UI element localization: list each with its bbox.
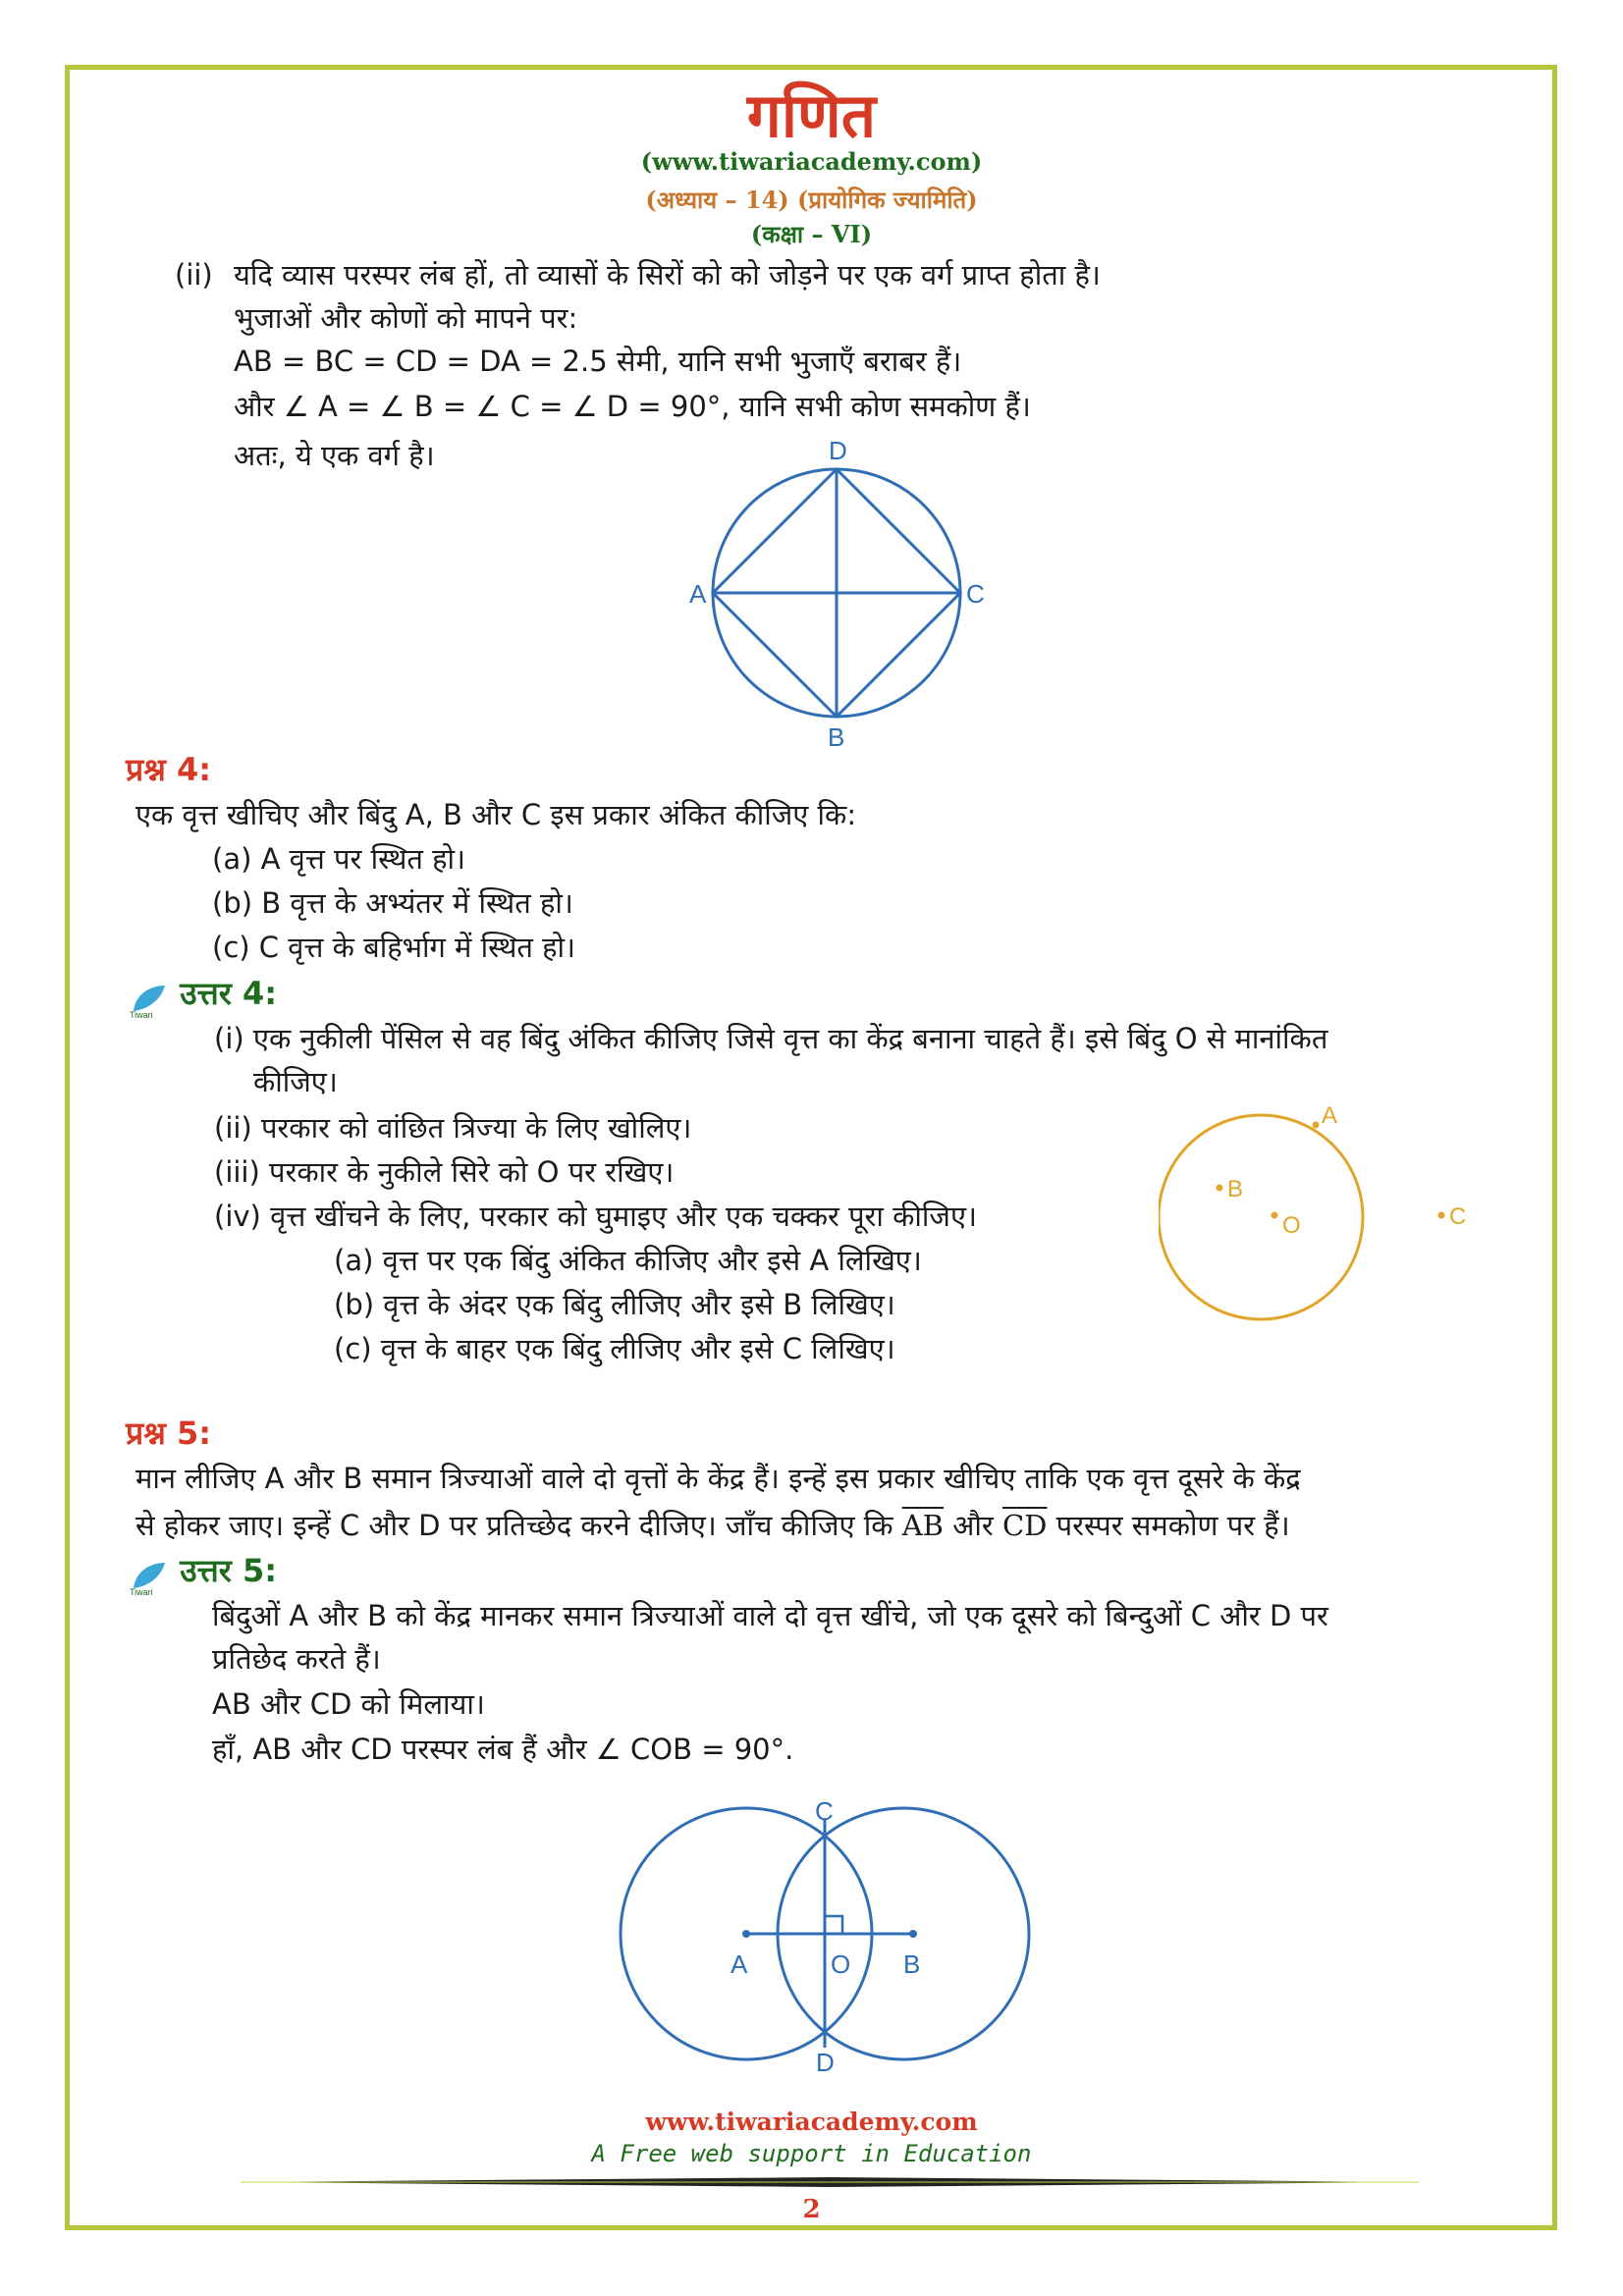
- answer-5-line2: प्रतिछेद करते हैं।: [212, 1642, 381, 1676]
- svg-text:Tiwari: Tiwari: [130, 1009, 153, 1019]
- answer-5-line4: हाँ, AB और CD परस्पर लंब हैं और ∠ COB = 90°.: [212, 1733, 794, 1766]
- answer-4-step-i-cont: कीजिए।: [253, 1065, 338, 1098]
- point-c: [1438, 1212, 1445, 1219]
- answer-5-line1: बिंदुओं A और B को केंद्र मानकर समान त्रिज्याओं वाले दो वृत्त खींचे, जो एक दूसरे को बिन्दुओं C और D पर: [212, 1599, 1328, 1632]
- tiwari-logo-icon: [128, 982, 169, 1019]
- answer-4-sub-b: (b) वृत्त के अंदर एक बिंदु लीजिए और इसे B लिखिए।: [334, 1288, 895, 1321]
- page-number: 2: [802, 2195, 821, 2224]
- answer-5-heading: उत्तर 5:: [180, 1552, 278, 1589]
- question-4-item-b: (b) B वृत्त के अभ्यंतर में स्थित हो।: [212, 886, 573, 920]
- chapter-heading: (अध्याय – 14) (प्रायोगिक ज्यामिति): [645, 186, 978, 214]
- label-b: B: [828, 722, 845, 752]
- footer-tagline: A Free web support in Education: [591, 2140, 1032, 2167]
- segment-cd: $\overline{CD}$: [1001, 1509, 1048, 1542]
- answer-4-step-ii: (ii) परकार को वांछित त्रिज्या के लिए खोलिए।: [214, 1111, 692, 1145]
- answer-4-heading: उत्तर 4:: [180, 975, 278, 1012]
- label-b: B: [903, 1949, 921, 1979]
- label-c: C: [966, 579, 985, 609]
- question-5-heading: प्रश्न 5:: [126, 1415, 212, 1452]
- question-4-text: एक वृत्त खीचिए और बिंदु A, B और C इस प्रकार अंकित कीजिए कि:: [135, 798, 857, 831]
- right-angle-mark: [825, 1916, 842, 1934]
- point-b: [1217, 1185, 1223, 1192]
- label-c: C: [815, 1796, 834, 1826]
- label-d: D: [829, 436, 847, 465]
- segment-ab: $\overline{AB}$: [901, 1509, 944, 1542]
- label-a: A: [730, 1949, 748, 1979]
- page-title: गणित: [746, 80, 877, 151]
- footer-url[interactable]: www.tiwariacademy.com: [645, 2108, 978, 2136]
- circle-outline: [1159, 1115, 1363, 1319]
- answer-5-line3: AB और CD को मिलाया।: [212, 1687, 485, 1721]
- label-o: O: [831, 1949, 851, 1979]
- label-o: O: [1282, 1212, 1301, 1239]
- svg-text:Tiwari: Tiwari: [130, 1586, 153, 1596]
- question-5-line2: से होकर जाए। इन्हें C और D पर प्रतिच्छेद करने दीजिए। जाँच कीजिए कि $\overline{AB}$ और $\overline{CD}$ परस्पर समकोण पर हैं।: [135, 1509, 1290, 1542]
- point-o: [1271, 1212, 1278, 1219]
- square-in-circle-figure: [677, 432, 1011, 756]
- label-a: A: [689, 579, 707, 609]
- point-a: [1313, 1122, 1320, 1129]
- label-b: B: [1227, 1176, 1244, 1202]
- label-d: D: [816, 2048, 835, 2077]
- answer-4-step-i: (i) एक नुकीली पेंसिल से वह बिंदु अंकित कीजिए जिसे वृत्त का केंद्र बनाना चाहते हैं। इसे बिंदु O से मानांकित: [214, 1022, 1328, 1055]
- website-link[interactable]: (www.tiwariacademy.com): [640, 147, 983, 176]
- point-b: [909, 1930, 917, 1938]
- label-a: A: [1322, 1102, 1338, 1129]
- answer-4-sub-a: (a) वृत्त पर एक बिंदु अंकित कीजिए और इसे A लिखिए।: [334, 1244, 922, 1277]
- part-ii-line2: भुजाओं और कोणों को मापने पर:: [234, 301, 578, 335]
- footer-divider: [241, 2177, 1419, 2187]
- question-5-line1: मान लीजिए A और B समान त्रिज्याओं वाले दो वृत्तों के केंद्र हैं। इन्हें इस प्रकार खीचिए ताकि एक वृत्त दूसरे के केंद्र: [135, 1462, 1301, 1495]
- answer-4-sub-c: (c) वृत्त के बाहर एक बिंदु लीजिए और इसे C लिखिए।: [334, 1332, 895, 1365]
- point-a: [742, 1930, 750, 1938]
- class-heading: (कक्षा – VI): [750, 220, 873, 248]
- circle-points-figure: [1159, 1099, 1492, 1335]
- tiwari-logo-icon: [128, 1559, 169, 1596]
- part-ii-marker: (ii): [175, 258, 213, 292]
- two-circles-figure: [609, 1796, 1041, 2081]
- part-ii-line3: AB = BC = CD = DA = 2.5 सेमी, यानि सभी भुजाएँ बराबर हैं।: [234, 345, 962, 378]
- answer-5-heading-row: [128, 1549, 277, 1596]
- part-ii-line1: यदि व्यास परस्पर लंब हों, तो व्यासों के सिरों को को जोड़ने पर एक वर्ग प्राप्त होता है।: [234, 258, 1101, 292]
- part-ii-line4: और ∠ A = ∠ B = ∠ C = ∠ D = 90°, यानि सभी कोण समकोण हैं।: [234, 390, 1031, 423]
- label-c: C: [1449, 1203, 1467, 1230]
- question-4-item-a: (a) A वृत्त पर स्थित हो।: [212, 842, 465, 876]
- answer-4-step-iv: (iv) वृत्त खींचने के लिए, परकार को घुमाइए और एक चक्कर पूरा कीजिए।: [214, 1200, 977, 1233]
- part-ii-line5: अतः, ये एक वर्ग है।: [234, 439, 435, 472]
- answer-4-heading-row: [128, 972, 277, 1019]
- question-4-heading: प्रश्न 4:: [126, 751, 212, 788]
- answer-4-step-iii: (iii) परकार के नुकीले सिरे को O पर रखिए।: [214, 1155, 675, 1189]
- question-4-item-c: (c) C वृत्त के बहिर्भाग में स्थित हो।: [212, 931, 575, 964]
